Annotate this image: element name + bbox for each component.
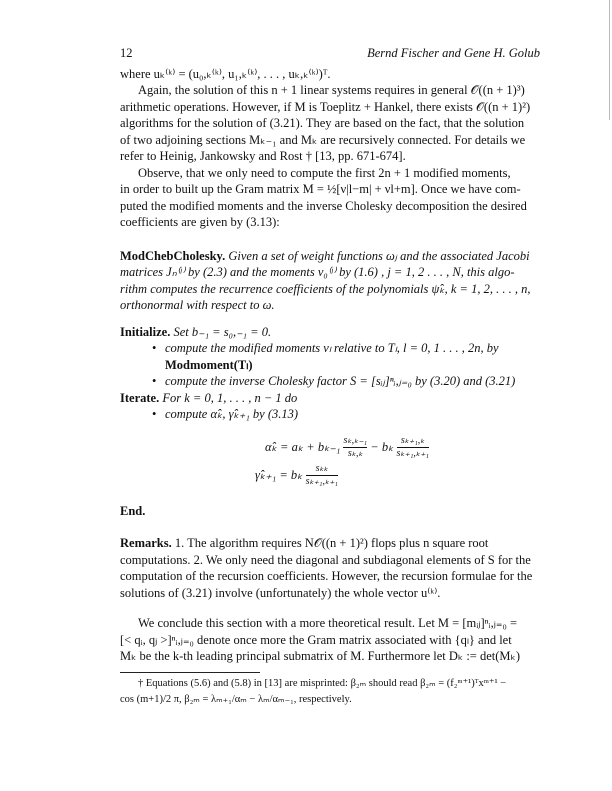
- fraction: [343, 435, 367, 460]
- para1-line: puted the modified moments and the inverse Cholesky decomposition the desired: [120, 198, 527, 213]
- algorithm-desc: Given a set of weight functions ωⱼ and the associated Jacobi: [228, 248, 530, 263]
- eq-lhs: γ̂ₖ₊₁ = bₖ: [255, 467, 303, 482]
- page-body: [120, 45, 540, 709]
- iterate-line: [120, 390, 540, 407]
- end-label: End.: [120, 503, 146, 518]
- para1-line: refer to Heinig, Jankowsky and Rost † [13, pp. 671-674].: [120, 149, 406, 163]
- para1-line: of two adjoining sections Mₖ₋₁ and Mₖ are recursively connected. For details we: [120, 132, 526, 147]
- init-bullet-line: [120, 340, 540, 357]
- numerator: sₖₖ: [306, 463, 338, 476]
- denominator: sₖ₊₁,ₖ₊₁: [396, 448, 429, 460]
- para1-line: arithmetic operations. However, if M is Toeplitz + Hankel, there exists 𝒪((n + 1)²): [120, 99, 531, 114]
- page-number: 12: [120, 46, 133, 60]
- para1-line: where uₖ⁽ᵏ⁾ = (u₀,ₖ⁽ᵏ⁾, u₁,ₖ⁽ᵏ⁾, . . . , uₖ,ₖ⁽ᵏ⁾)ᵀ.: [120, 66, 331, 81]
- iter-bullet: compute α̂ₖ, γ̂ₖ₊₁ by (3.13): [165, 407, 299, 421]
- remarks-line: computation of the recursion coefficients. However, the recursion formulae for the: [120, 569, 533, 583]
- bullet-icon: •: [152, 341, 157, 355]
- remarks-text: 1. The algorithm requires N𝒪((n + 1)²) flops plus n square root: [174, 536, 489, 550]
- eq-mid: − bₖ: [370, 439, 394, 454]
- bullet-icon: •: [152, 407, 157, 421]
- init-bullet: compute the inverse Cholesky factor S = [sᵢⱼ]ⁿᵢ,ⱼ₌₀ by (3.20) and (3.21): [165, 374, 516, 388]
- para1-line: in order to built up the Gram matrix M = ½[ν|l−m| + νl+m]. Once we have com-: [120, 182, 521, 196]
- para2-line: [< qᵢ, qⱼ >]ⁿᵢ,ⱼ₌₀ denote once more the Gram matrix associated with {qₗ} and let: [120, 632, 512, 647]
- bullet-icon: •: [152, 374, 157, 388]
- running-header: [120, 45, 540, 62]
- initialize-line: [120, 324, 540, 341]
- para1-line: coefficients are given by (3.13):: [120, 215, 280, 229]
- algorithm-desc-line: rithm computes the recurrence coefficients of the polynomials ψ̂ₖ, k = 1, 2, . . . , n,: [120, 281, 531, 296]
- modmoment-call: Modmoment(Tₗ): [165, 357, 253, 372]
- para1-line: Again, the solution of this n + 1 linear systems requires in general 𝒪((n + 1)³): [138, 83, 525, 97]
- fraction: [306, 463, 338, 488]
- header-authors: Bernd Fischer and Gene H. Golub: [367, 46, 540, 60]
- remarks-line: computations. 2. We only need the diagonal and subdiagonal elements of S for the: [120, 552, 531, 567]
- init-bullet-line: [120, 373, 540, 390]
- footnote-rule: [120, 672, 260, 673]
- algorithm-desc-line: orthonormal with respect to ω.: [120, 298, 275, 312]
- denominator: sₖ,ₖ: [347, 448, 363, 460]
- denominator: sₖ₊₁,ₖ₊₁: [305, 476, 338, 488]
- numerator: sₖ₊₁,ₖ: [397, 435, 429, 448]
- eq-lhs: α̂ₖ = aₖ + bₖ₋₁: [265, 439, 341, 454]
- remarks-label: Remarks.: [120, 536, 172, 550]
- para2-line: Mₖ be the k-th leading principal submatrix of M. Furthermore let Dₖ := det(Mₖ): [120, 649, 521, 663]
- iterate-text: For k = 0, 1, . . . , n − 1 do: [162, 390, 298, 405]
- algorithm-desc-line: matrices Jₙ⁽ʲ⁾ by (2.3) and the moments ν₀⁽ʲ⁾ by (1.6) , j = 1, 2 . . . , N, this algo-: [120, 265, 515, 279]
- para2-line: We conclude this section with a more theoretical result. Let M = [mᵢⱼ]ⁿᵢ,ⱼ₌₀ =: [138, 616, 518, 630]
- equation-alpha: [120, 433, 540, 461]
- algorithm-title-line: [120, 248, 540, 265]
- initialize-text: Set b₋₁ = s₀,₋₁ = 0.: [173, 324, 272, 339]
- fraction: [397, 435, 429, 460]
- algorithm-name: ModChebCholesky.: [120, 248, 226, 263]
- remarks-line: solutions of (3.21) involve (unfortunately) the whole vector u⁽ᵏ⁾.: [120, 585, 441, 600]
- iterate-label: Iterate.: [120, 390, 160, 405]
- para1-line: algorithms for the solution of (3.21). They are based on the fact, that the solution: [120, 116, 525, 130]
- numerator: sₖ,ₖ₋₁: [343, 435, 368, 447]
- iter-bullet-line: [120, 406, 540, 423]
- equation-gamma: [120, 461, 540, 489]
- remarks-line: [120, 535, 540, 552]
- footnote-line: cos (m+1)/2 π, β₂ₘ = λₘ₊₁/αₘ − λₘ/αₘ₋₁, respectively.: [120, 694, 352, 705]
- page-edge: [609, 0, 610, 120]
- para1-line: Observe, that we only need to compute the first 2n + 1 modified moments,: [138, 165, 511, 180]
- footnote-line: † Equations (5.6) and (5.8) in [13] are misprinted: β₂ₘ should read β₂ₘ = (f₂ᵐ⁺¹)ᵀxᵐ⁺¹ −: [138, 677, 507, 689]
- initialize-label: Initialize.: [120, 324, 171, 339]
- init-bullet: compute the modified moments νₗ relative to Tₗ, l = 0, 1 . . . , 2n, by: [165, 341, 499, 355]
